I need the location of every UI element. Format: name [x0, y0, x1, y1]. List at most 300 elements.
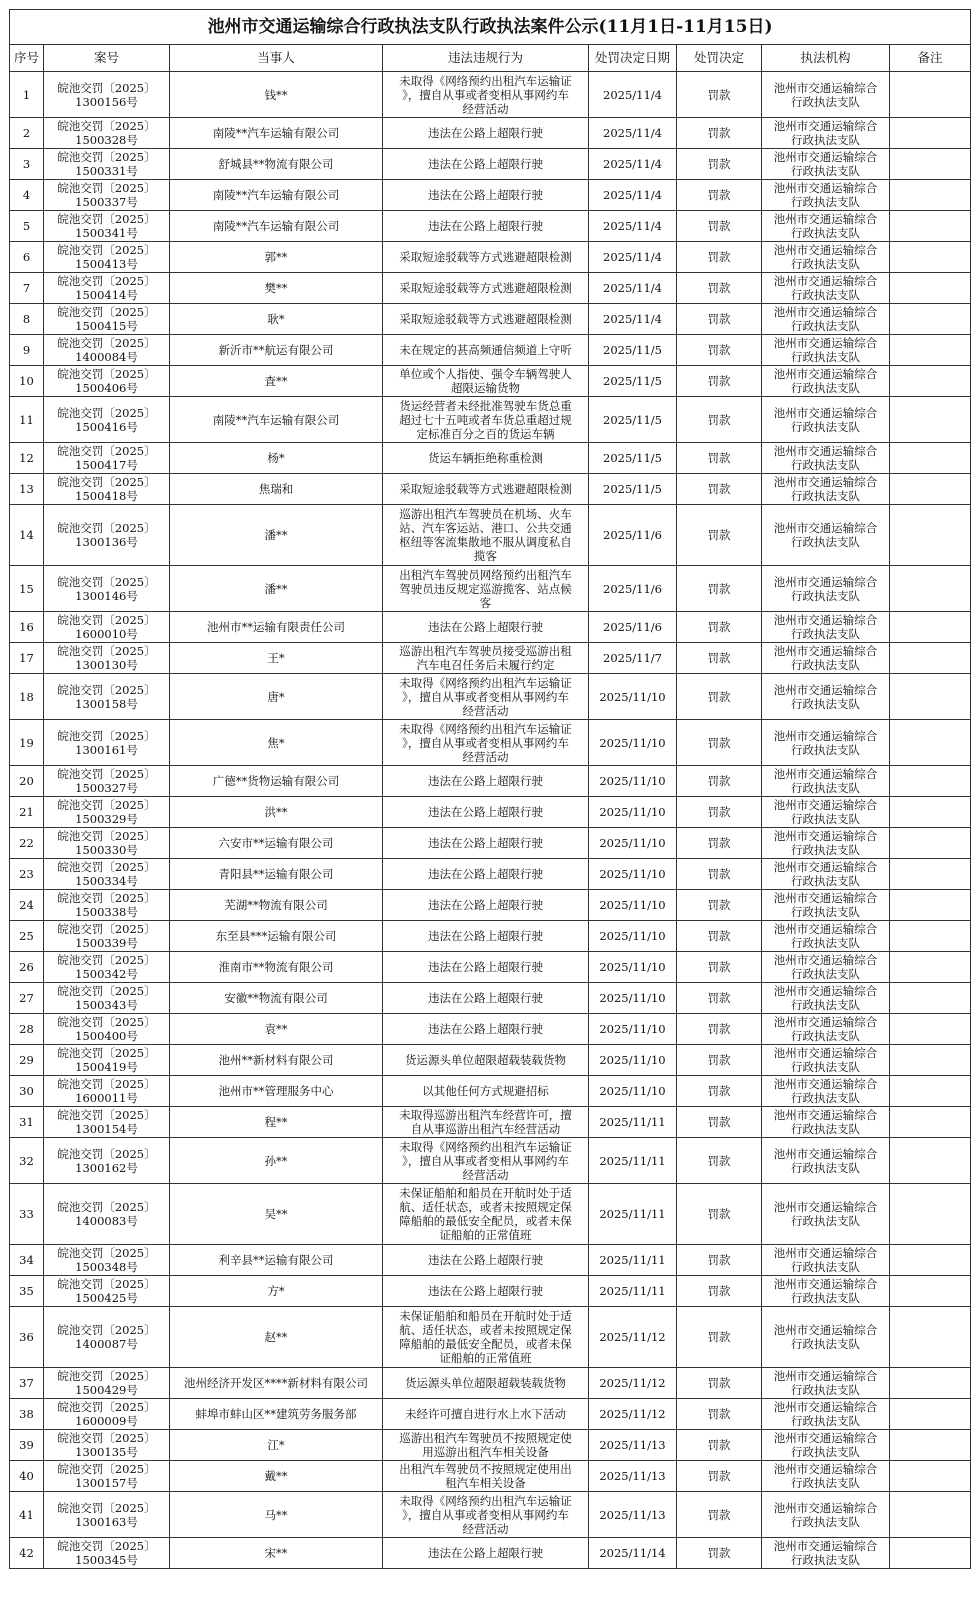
cell-note	[890, 983, 971, 1014]
cell-case-number: 皖池交罚〔2025〕 1500343号	[44, 983, 170, 1014]
cell-violation: 违法在公路上超限行驶	[383, 890, 589, 921]
cell-date: 2025/11/10	[589, 1076, 677, 1107]
cell-violation: 违法在公路上超限行驶	[383, 952, 589, 983]
cell-case-number: 皖池交罚〔2025〕 1300161号	[44, 720, 170, 766]
col-header-date: 处罚决定日期	[589, 45, 677, 72]
cell-date: 2025/11/5	[589, 335, 677, 366]
cell-decision: 罚款	[677, 643, 762, 674]
table-row	[10, 180, 971, 211]
cell-party: 东至县***运输有限公司	[170, 921, 383, 952]
cell-case-number: 皖池交罚〔2025〕 1300154号	[44, 1107, 170, 1138]
cell-no: 31	[10, 1107, 44, 1138]
cell-decision: 罚款	[677, 797, 762, 828]
table-row	[10, 1307, 971, 1368]
cell-decision: 罚款	[677, 566, 762, 612]
cell-agency: 池州市交通运输综合 行政执法支队	[762, 1245, 890, 1276]
cell-case-number: 皖池交罚〔2025〕 1400083号	[44, 1184, 170, 1245]
cell-violation: 货运车辆拒绝称重检测	[383, 443, 589, 474]
cell-violation: 违法在公路上超限行驶	[383, 612, 589, 643]
cell-date: 2025/11/12	[589, 1399, 677, 1430]
cell-case-number: 皖池交罚〔2025〕 1500429号	[44, 1368, 170, 1399]
cell-date: 2025/11/10	[589, 1045, 677, 1076]
cell-note	[890, 1107, 971, 1138]
cell-party: 南陵**汽车运输有限公司	[170, 118, 383, 149]
cell-no: 7	[10, 273, 44, 304]
cell-case-number: 皖池交罚〔2025〕 1300162号	[44, 1138, 170, 1184]
cell-decision: 罚款	[677, 1076, 762, 1107]
cell-violation: 违法在公路上超限行驶	[383, 1538, 589, 1569]
cell-violation: 出租汽车驾驶员不按照规定使用出 租汽车相关设备	[383, 1461, 589, 1492]
cell-date: 2025/11/7	[589, 643, 677, 674]
cell-date: 2025/11/12	[589, 1368, 677, 1399]
cell-agency: 池州市交通运输综合 行政执法支队	[762, 1107, 890, 1138]
col-header-no: 序号	[10, 45, 44, 72]
cell-note	[890, 1014, 971, 1045]
table-row	[10, 366, 971, 397]
cell-party: 赵**	[170, 1307, 383, 1368]
cell-note	[890, 797, 971, 828]
cell-decision: 罚款	[677, 1184, 762, 1245]
cell-note	[890, 149, 971, 180]
cell-no: 26	[10, 952, 44, 983]
cell-agency: 池州市交通运输综合 行政执法支队	[762, 643, 890, 674]
cell-party: 六安市**运输有限公司	[170, 828, 383, 859]
table-row	[10, 890, 971, 921]
cell-decision: 罚款	[677, 118, 762, 149]
cell-violation: 违法在公路上超限行驶	[383, 1276, 589, 1307]
cell-note	[890, 1076, 971, 1107]
cell-agency: 池州市交通运输综合 行政执法支队	[762, 211, 890, 242]
cell-party: 广德**货物运输有限公司	[170, 766, 383, 797]
cell-date: 2025/11/10	[589, 828, 677, 859]
cell-case-number: 皖池交罚〔2025〕 1500418号	[44, 474, 170, 505]
cell-decision: 罚款	[677, 952, 762, 983]
cell-violation: 未保证船舶和船员在开航时处于适 航、适任状态，或者未按照规定保 障船舶的最低安全配员，或者未保 证船舶的正常值班	[383, 1307, 589, 1368]
col-header-party: 当事人	[170, 45, 383, 72]
cell-case-number: 皖池交罚〔2025〕 1400087号	[44, 1307, 170, 1368]
cell-violation: 违法在公路上超限行驶	[383, 180, 589, 211]
cell-date: 2025/11/4	[589, 242, 677, 273]
cell-party: 池州市**管理服务中心	[170, 1076, 383, 1107]
col-header-decision: 处罚决定	[677, 45, 762, 72]
cell-party: 芜湖**物流有限公司	[170, 890, 383, 921]
cell-note	[890, 211, 971, 242]
cell-no: 19	[10, 720, 44, 766]
cell-violation: 巡游出租汽车驾驶员在机场、火车 站、汽车客运站、港口、公共交通 枢纽等客流集散地不服从调度私自 揽客	[383, 505, 589, 566]
col-header-act: 违法违规行为	[383, 45, 589, 72]
cell-date: 2025/11/13	[589, 1492, 677, 1538]
table-row	[10, 72, 971, 118]
cell-decision: 罚款	[677, 273, 762, 304]
table-row	[10, 1399, 971, 1430]
cell-violation: 违法在公路上超限行驶	[383, 921, 589, 952]
cell-violation: 采取短途驳载等方式逃避超限检测	[383, 273, 589, 304]
cell-no: 22	[10, 828, 44, 859]
cell-party: 池州经济开发区****新材料有限公司	[170, 1368, 383, 1399]
cell-violation: 未取得《网络预约出租汽车运输证 》，擅自从事或者变相从事网约车 经营活动	[383, 674, 589, 720]
cell-case-number: 皖池交罚〔2025〕 1500348号	[44, 1245, 170, 1276]
table-row	[10, 612, 971, 643]
cell-party: 吴**	[170, 1184, 383, 1245]
cell-case-number: 皖池交罚〔2025〕 1500327号	[44, 766, 170, 797]
cell-no: 12	[10, 443, 44, 474]
cell-party: 杨*	[170, 443, 383, 474]
cell-agency: 池州市交通运输综合 行政执法支队	[762, 921, 890, 952]
cell-note	[890, 859, 971, 890]
cell-violation: 未取得《网络预约出租汽车运输证 》，擅自从事或者变相从事网约车 经营活动	[383, 1138, 589, 1184]
table-row	[10, 1276, 971, 1307]
cell-decision: 罚款	[677, 335, 762, 366]
table-row	[10, 149, 971, 180]
cell-party: 池州**新材料有限公司	[170, 1045, 383, 1076]
cell-decision: 罚款	[677, 720, 762, 766]
cell-agency: 池州市交通运输综合 行政执法支队	[762, 443, 890, 474]
cell-agency: 池州市交通运输综合 行政执法支队	[762, 612, 890, 643]
cell-agency: 池州市交通运输综合 行政执法支队	[762, 720, 890, 766]
cell-violation: 违法在公路上超限行驶	[383, 1245, 589, 1276]
cell-violation: 违法在公路上超限行驶	[383, 118, 589, 149]
cell-violation: 违法在公路上超限行驶	[383, 766, 589, 797]
cell-note	[890, 921, 971, 952]
cell-note	[890, 720, 971, 766]
cell-violation: 采取短途驳载等方式逃避超限检测	[383, 304, 589, 335]
table-row	[10, 1107, 971, 1138]
table-row	[10, 335, 971, 366]
cell-date: 2025/11/11	[589, 1245, 677, 1276]
table-row	[10, 766, 971, 797]
cell-no: 24	[10, 890, 44, 921]
cell-case-number: 皖池交罚〔2025〕 1600011号	[44, 1076, 170, 1107]
cell-case-number: 皖池交罚〔2025〕 1500341号	[44, 211, 170, 242]
cell-violation: 出租汽车驾驶员网络预约出租汽车 驾驶员违反规定巡游揽客、站点候 客	[383, 566, 589, 612]
cell-case-number: 皖池交罚〔2025〕 1500416号	[44, 397, 170, 443]
cell-agency: 池州市交通运输综合 行政执法支队	[762, 566, 890, 612]
cell-date: 2025/11/4	[589, 118, 677, 149]
cell-note	[890, 612, 971, 643]
cell-note	[890, 1538, 971, 1569]
table-row	[10, 1368, 971, 1399]
cell-violation: 单位或个人指使、强令车辆驾驶人 超限运输货物	[383, 366, 589, 397]
cell-date: 2025/11/10	[589, 797, 677, 828]
cell-date: 2025/11/10	[589, 674, 677, 720]
cell-case-number: 皖池交罚〔2025〕 1500329号	[44, 797, 170, 828]
cell-date: 2025/11/11	[589, 1276, 677, 1307]
cell-decision: 罚款	[677, 921, 762, 952]
cell-case-number: 皖池交罚〔2025〕 1300135号	[44, 1430, 170, 1461]
cell-party: 戴**	[170, 1461, 383, 1492]
cell-note	[890, 72, 971, 118]
cell-note	[890, 443, 971, 474]
cell-violation: 未在规定的甚高频通信频道上守听	[383, 335, 589, 366]
cell-note	[890, 1307, 971, 1368]
cell-decision: 罚款	[677, 1276, 762, 1307]
cell-date: 2025/11/10	[589, 983, 677, 1014]
cell-no: 10	[10, 366, 44, 397]
cell-note	[890, 952, 971, 983]
table-row	[10, 118, 971, 149]
cell-no: 32	[10, 1138, 44, 1184]
cell-date: 2025/11/11	[589, 1184, 677, 1245]
cell-violation: 未取得巡游出租汽车经营许可，擅 自从事巡游出租汽车经营活动	[383, 1107, 589, 1138]
cell-party: 南陵**汽车运输有限公司	[170, 211, 383, 242]
cell-note	[890, 674, 971, 720]
cell-violation: 以其他任何方式规避招标	[383, 1076, 589, 1107]
cell-party: 钱**	[170, 72, 383, 118]
cell-no: 40	[10, 1461, 44, 1492]
cell-date: 2025/11/11	[589, 1107, 677, 1138]
case-publication-sheet	[9, 9, 970, 1569]
cell-no: 29	[10, 1045, 44, 1076]
cell-party: 洪**	[170, 797, 383, 828]
cell-decision: 罚款	[677, 149, 762, 180]
table-row	[10, 1138, 971, 1184]
cell-violation: 货运源头单位超限超载装载货物	[383, 1368, 589, 1399]
cell-agency: 池州市交通运输综合 行政执法支队	[762, 1276, 890, 1307]
cell-no: 42	[10, 1538, 44, 1569]
cell-date: 2025/11/6	[589, 612, 677, 643]
cell-case-number: 皖池交罚〔2025〕 1500406号	[44, 366, 170, 397]
cell-date: 2025/11/4	[589, 72, 677, 118]
table-row	[10, 1014, 971, 1045]
cell-agency: 池州市交通运输综合 行政执法支队	[762, 766, 890, 797]
cell-case-number: 皖池交罚〔2025〕 1600010号	[44, 612, 170, 643]
table-row	[10, 1045, 971, 1076]
cell-decision: 罚款	[677, 505, 762, 566]
cell-decision: 罚款	[677, 983, 762, 1014]
cell-agency: 池州市交通运输综合 行政执法支队	[762, 505, 890, 566]
table-row	[10, 952, 971, 983]
cell-case-number: 皖池交罚〔2025〕 1500339号	[44, 921, 170, 952]
cell-case-number: 皖池交罚〔2025〕 1400084号	[44, 335, 170, 366]
cell-note	[890, 180, 971, 211]
cell-case-number: 皖池交罚〔2025〕 1300130号	[44, 643, 170, 674]
cell-party: 利辛县**运输有限公司	[170, 1245, 383, 1276]
cell-no: 13	[10, 474, 44, 505]
cell-decision: 罚款	[677, 890, 762, 921]
cell-violation: 违法在公路上超限行驶	[383, 211, 589, 242]
cell-date: 2025/11/10	[589, 890, 677, 921]
table-row	[10, 859, 971, 890]
cell-note	[890, 1138, 971, 1184]
cell-case-number: 皖池交罚〔2025〕 1500415号	[44, 304, 170, 335]
cell-decision: 罚款	[677, 1307, 762, 1368]
cell-note	[890, 335, 971, 366]
table-row	[10, 1076, 971, 1107]
cell-date: 2025/11/10	[589, 921, 677, 952]
cell-note	[890, 1276, 971, 1307]
cell-no: 16	[10, 612, 44, 643]
cell-date: 2025/11/5	[589, 366, 677, 397]
case-table-body	[10, 72, 971, 1569]
col-header-case: 案号	[44, 45, 170, 72]
cell-agency: 池州市交通运输综合 行政执法支队	[762, 1138, 890, 1184]
cell-case-number: 皖池交罚〔2025〕 1300163号	[44, 1492, 170, 1538]
table-row	[10, 1461, 971, 1492]
cell-party: 方*	[170, 1276, 383, 1307]
cell-no: 8	[10, 304, 44, 335]
cell-agency: 池州市交通运输综合 行政执法支队	[762, 72, 890, 118]
cell-violation: 违法在公路上超限行驶	[383, 797, 589, 828]
cell-no: 38	[10, 1399, 44, 1430]
cell-no: 28	[10, 1014, 44, 1045]
cell-case-number: 皖池交罚〔2025〕 1500414号	[44, 273, 170, 304]
cell-decision: 罚款	[677, 1368, 762, 1399]
cell-note	[890, 1245, 971, 1276]
cell-no: 33	[10, 1184, 44, 1245]
cell-party: 程**	[170, 1107, 383, 1138]
cell-no: 27	[10, 983, 44, 1014]
cell-party: 蚌埠市蚌山区**建筑劳务服务部	[170, 1399, 383, 1430]
cell-date: 2025/11/10	[589, 766, 677, 797]
cell-decision: 罚款	[677, 612, 762, 643]
table-row	[10, 211, 971, 242]
table-row	[10, 242, 971, 273]
cell-party: 王*	[170, 643, 383, 674]
col-header-note: 备注	[890, 45, 971, 72]
table-row	[10, 1184, 971, 1245]
table-row	[10, 273, 971, 304]
table-row	[10, 674, 971, 720]
cell-agency: 池州市交通运输综合 行政执法支队	[762, 1014, 890, 1045]
cell-date: 2025/11/10	[589, 1014, 677, 1045]
cell-agency: 池州市交通运输综合 行政执法支队	[762, 1538, 890, 1569]
cell-no: 1	[10, 72, 44, 118]
cell-party: 潘**	[170, 566, 383, 612]
cell-decision: 罚款	[677, 211, 762, 242]
cell-decision: 罚款	[677, 474, 762, 505]
cell-violation: 未经许可擅自进行水上水下活动	[383, 1399, 589, 1430]
cell-no: 17	[10, 643, 44, 674]
table-row	[10, 720, 971, 766]
cell-party: 唐*	[170, 674, 383, 720]
cell-case-number: 皖池交罚〔2025〕 1500328号	[44, 118, 170, 149]
table-row	[10, 1492, 971, 1538]
table-row	[10, 983, 971, 1014]
cell-no: 30	[10, 1076, 44, 1107]
cell-date: 2025/11/5	[589, 443, 677, 474]
cell-violation: 未保证船舶和船员在开航时处于适 航、适任状态，或者未按照规定保 障船舶的最低安全配员，或者未保 证船舶的正常值班	[383, 1184, 589, 1245]
cell-agency: 池州市交通运输综合 行政执法支队	[762, 674, 890, 720]
cell-decision: 罚款	[677, 1138, 762, 1184]
cell-date: 2025/11/10	[589, 720, 677, 766]
cell-date: 2025/11/4	[589, 149, 677, 180]
cell-note	[890, 273, 971, 304]
cell-date: 2025/11/6	[589, 566, 677, 612]
cell-note	[890, 766, 971, 797]
cell-violation: 违法在公路上超限行驶	[383, 983, 589, 1014]
cell-violation: 巡游出租汽车驾驶员接受巡游出租 汽车电召任务后未履行约定	[383, 643, 589, 674]
cell-decision: 罚款	[677, 180, 762, 211]
cell-case-number: 皖池交罚〔2025〕 1300136号	[44, 505, 170, 566]
cell-party: 樊**	[170, 273, 383, 304]
cell-decision: 罚款	[677, 1014, 762, 1045]
cell-no: 6	[10, 242, 44, 273]
cell-case-number: 皖池交罚〔2025〕 1500345号	[44, 1538, 170, 1569]
cell-agency: 池州市交通运输综合 行政执法支队	[762, 1492, 890, 1538]
cell-decision: 罚款	[677, 828, 762, 859]
cell-decision: 罚款	[677, 766, 762, 797]
cell-agency: 池州市交通运输综合 行政执法支队	[762, 859, 890, 890]
cell-note	[890, 1492, 971, 1538]
cell-note	[890, 828, 971, 859]
cell-party: 淮南市**物流有限公司	[170, 952, 383, 983]
cell-date: 2025/11/14	[589, 1538, 677, 1569]
cell-no: 20	[10, 766, 44, 797]
cell-case-number: 皖池交罚〔2025〕 1500342号	[44, 952, 170, 983]
cell-party: 舒城县**物流有限公司	[170, 149, 383, 180]
cell-date: 2025/11/10	[589, 859, 677, 890]
cell-note	[890, 304, 971, 335]
cell-case-number: 皖池交罚〔2025〕 1500331号	[44, 149, 170, 180]
cell-case-number: 皖池交罚〔2025〕 1500417号	[44, 443, 170, 474]
cell-note	[890, 474, 971, 505]
cell-party: 青阳县**运输有限公司	[170, 859, 383, 890]
cell-violation: 未取得《网络预约出租汽车运输证 》，擅自从事或者变相从事网约车 经营活动	[383, 720, 589, 766]
cell-date: 2025/11/13	[589, 1430, 677, 1461]
cell-agency: 池州市交通运输综合 行政执法支队	[762, 397, 890, 443]
cell-decision: 罚款	[677, 304, 762, 335]
cell-case-number: 皖池交罚〔2025〕 1500419号	[44, 1045, 170, 1076]
cell-agency: 池州市交通运输综合 行政执法支队	[762, 273, 890, 304]
cell-violation: 未取得《网络预约出租汽车运输证 》，擅自从事或者变相从事网约车 经营活动	[383, 72, 589, 118]
cell-decision: 罚款	[677, 674, 762, 720]
cell-date: 2025/11/12	[589, 1307, 677, 1368]
cell-note	[890, 566, 971, 612]
cell-agency: 池州市交通运输综合 行政执法支队	[762, 952, 890, 983]
cell-note	[890, 1045, 971, 1076]
cell-agency: 池州市交通运输综合 行政执法支队	[762, 149, 890, 180]
cell-agency: 池州市交通运输综合 行政执法支队	[762, 366, 890, 397]
cell-no: 41	[10, 1492, 44, 1538]
cell-case-number: 皖池交罚〔2025〕 1500413号	[44, 242, 170, 273]
cell-party: 郭**	[170, 242, 383, 273]
cell-violation: 违法在公路上超限行驶	[383, 1014, 589, 1045]
cell-decision: 罚款	[677, 1461, 762, 1492]
cell-case-number: 皖池交罚〔2025〕 1500400号	[44, 1014, 170, 1045]
cell-no: 11	[10, 397, 44, 443]
cell-agency: 池州市交通运输综合 行政执法支队	[762, 474, 890, 505]
cell-case-number: 皖池交罚〔2025〕 1500338号	[44, 890, 170, 921]
cell-no: 15	[10, 566, 44, 612]
cell-no: 18	[10, 674, 44, 720]
cell-date: 2025/11/5	[589, 397, 677, 443]
cell-case-number: 皖池交罚〔2025〕 1500425号	[44, 1276, 170, 1307]
cell-note	[890, 643, 971, 674]
cell-no: 14	[10, 505, 44, 566]
table-row	[10, 304, 971, 335]
table-row	[10, 474, 971, 505]
cell-party: 南陵**汽车运输有限公司	[170, 397, 383, 443]
cell-party: 焦瑞和	[170, 474, 383, 505]
cell-case-number: 皖池交罚〔2025〕 1500330号	[44, 828, 170, 859]
cell-note	[890, 1399, 971, 1430]
cell-violation: 违法在公路上超限行驶	[383, 149, 589, 180]
cell-violation: 违法在公路上超限行驶	[383, 828, 589, 859]
cell-violation: 货运经营者未经批准驾驶车货总重 超过七十五吨或者车货总重超过规 定标准百分之百的货运车辆	[383, 397, 589, 443]
cell-decision: 罚款	[677, 1538, 762, 1569]
cell-decision: 罚款	[677, 397, 762, 443]
cell-agency: 池州市交通运输综合 行政执法支队	[762, 335, 890, 366]
cell-agency: 池州市交通运输综合 行政执法支队	[762, 1045, 890, 1076]
table-row	[10, 397, 971, 443]
table-row	[10, 1538, 971, 1569]
cell-party: 江*	[170, 1430, 383, 1461]
cell-violation: 巡游出租汽车驾驶员不按照规定使 用巡游出租汽车相关设备	[383, 1430, 589, 1461]
cell-no: 35	[10, 1276, 44, 1307]
cell-decision: 罚款	[677, 366, 762, 397]
cell-note	[890, 397, 971, 443]
cell-decision: 罚款	[677, 443, 762, 474]
